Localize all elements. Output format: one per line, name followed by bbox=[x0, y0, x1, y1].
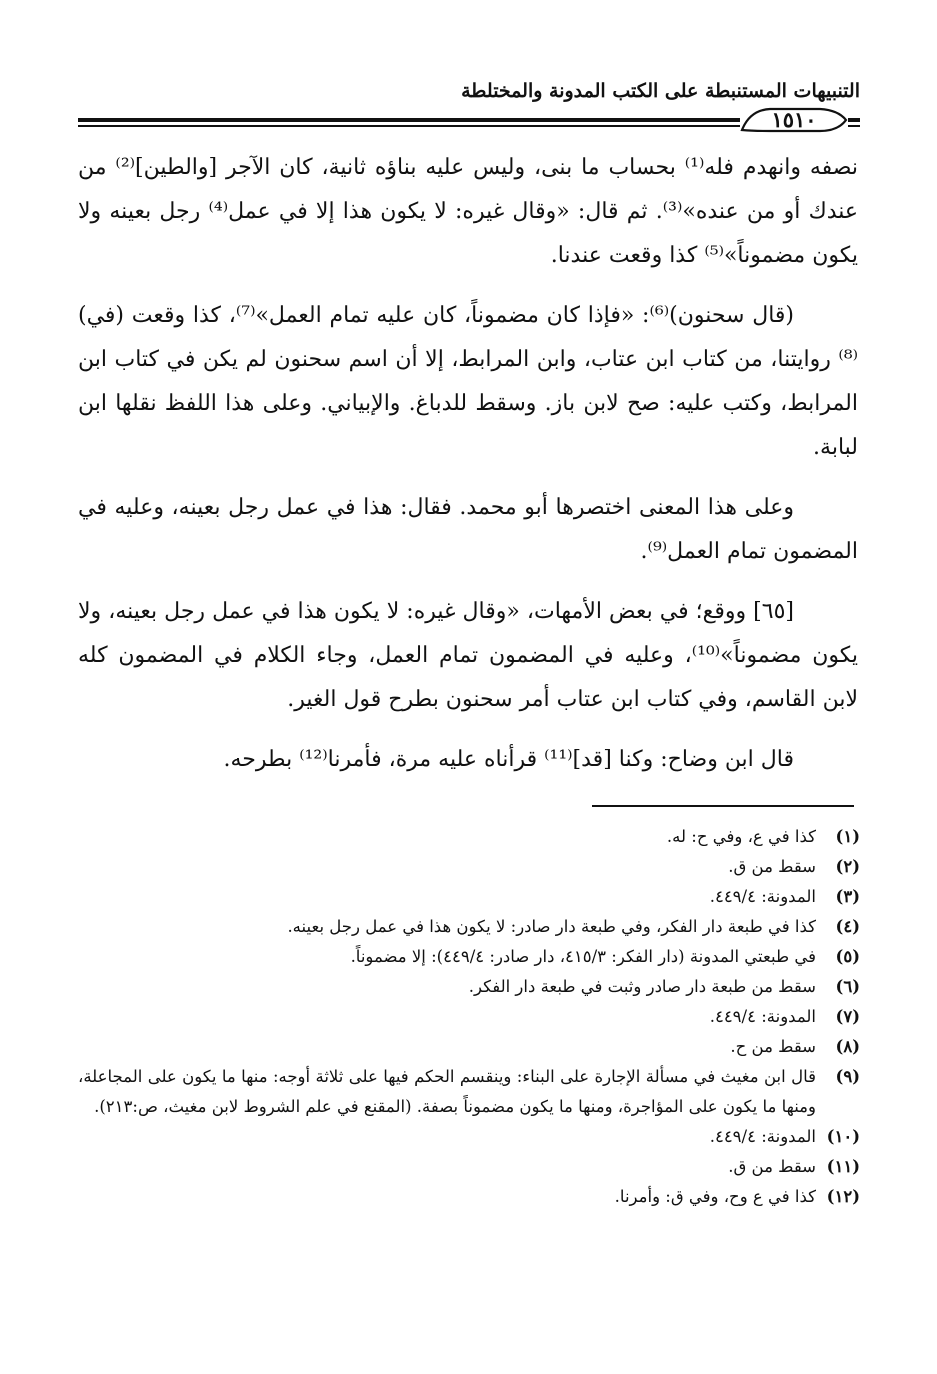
footnote bbox=[78, 822, 860, 852]
footnote-text: في طبعتي المدونة (دار الفكر: ٤١٥/٣، دار صادر: ٤٤٩/٤): إلا مضموناً. bbox=[350, 947, 816, 966]
footnote bbox=[78, 1032, 860, 1062]
paragraph-3: وعلى هذا المعنى اختصرها أبو محمد. فقال: هذا في عمل رجل بعينه، وعليه في المضمون تمام العمل⁽⁹⁾. bbox=[78, 495, 858, 564]
footnote-text: المدونة: ٤٤٩/٤. bbox=[709, 1127, 816, 1146]
footnote-number: (٣) bbox=[835, 887, 860, 906]
footnote-number: (٨) bbox=[835, 1037, 860, 1056]
paragraph-4: [٦٥] ووقع؛ في بعض الأمهات، «وقال غيره: لا يكون هذا في عمل رجل بعينه، ولا يكون مضموناً»⁽¹⁰⁾، وعليه في المضمون تمام العمل، وجاء الكلام في المضمون كله لابن القاسم، وفي كتاب ابن عتاب أمر سحنون بطرح قول الغير. bbox=[78, 599, 858, 712]
paragraph-2: (قال سحنون)⁽⁶⁾: «فإذا كان مضموناً، كان عليه تمام العمل»⁽⁷⁾، كذا وقعت (في)⁽⁸⁾ روايتنا، من كتاب ابن عتاب، وابن المرابط، إلا أن اسم سحنون لم يكن في كتاب ابن المرابط، وكتب عليه: صح لابن باز. وسقط للدباغ. والإبياني. وعلى هذا اللفظ نقلها ابن لبابة. bbox=[78, 303, 858, 460]
footnote-number: (٩) bbox=[835, 1067, 860, 1086]
footnote-number: (٦) bbox=[835, 977, 860, 996]
footnote-number: (٥) bbox=[835, 947, 860, 966]
footnote-number: (١٢) bbox=[826, 1187, 860, 1206]
footnote-text: سقط من ق. bbox=[728, 857, 816, 876]
footnote-separator bbox=[592, 805, 854, 807]
footnote bbox=[78, 1152, 860, 1182]
footnote bbox=[78, 942, 860, 972]
paragraph-5: قال ابن وضاح: وكنا [قد]⁽¹¹⁾ قرأناه عليه مرة، فأمرنا⁽¹²⁾ بطرحه. bbox=[223, 747, 794, 772]
footnote-number: (١) bbox=[835, 827, 860, 846]
page-number: ١٥١٠ bbox=[771, 107, 817, 132]
footnote-text: كذا في ع وح، وفي ق: وأمرنا. bbox=[614, 1187, 816, 1206]
main-text bbox=[78, 146, 858, 798]
footnote-number: (١١) bbox=[826, 1157, 860, 1176]
footnote bbox=[78, 1122, 860, 1152]
footnote-number: (٧) bbox=[835, 1007, 860, 1026]
footnotes bbox=[78, 822, 860, 1212]
page-header bbox=[78, 78, 860, 138]
footnote bbox=[78, 912, 860, 942]
page-number-badge bbox=[740, 104, 848, 136]
footnote-text: قال ابن مغيث في مسألة الإجارة على البناء: وينقسم الحكم فيها على ثلاثة أوجه: منها ما يكون على المجاعلة، ومنها ما يكون على المؤاجرة، ومنها ما يكون مضموناً بصفة. (المقنع في علم الشروط لابن مغيث، ص:٢١٣). bbox=[78, 1067, 816, 1116]
footnote-text: سقط من طبعة دار صادر وثبت في طبعة دار الفكر. bbox=[468, 977, 816, 996]
footnote-text: المدونة: ٤٤٩/٤. bbox=[709, 1007, 816, 1026]
paragraph-1: نصفه وانهدم فله⁽¹⁾ بحساب ما بنى، وليس عليه بناؤه ثانية، كان الآجر [والطين]⁽²⁾ من عندك أو من عنده»⁽³⁾. ثم قال: «وقال غيره: لا يكون هذا إلا في عمل⁽⁴⁾ رجل بعينه ولا يكون مضموناً»⁽⁵⁾ كذا وقعت عندنا. bbox=[78, 155, 859, 268]
footnote-text: سقط من ق. bbox=[728, 1157, 816, 1176]
footnote bbox=[78, 882, 860, 912]
footnote-text: كذا في طبعة دار الفكر، وفي طبعة دار صادر: لا يكون هذا في عمل رجل بعينه. bbox=[287, 917, 816, 936]
footnote-text: سقط من ح. bbox=[730, 1037, 816, 1056]
footnote bbox=[78, 972, 860, 1002]
footnote bbox=[78, 1062, 860, 1122]
footnote bbox=[78, 852, 860, 882]
footnote bbox=[78, 1002, 860, 1032]
footnote-number: (٢) bbox=[835, 857, 860, 876]
footnote-number: (٤) bbox=[835, 917, 860, 936]
footnote bbox=[78, 1182, 860, 1212]
footnote-number: (١٠) bbox=[826, 1127, 860, 1146]
footnote-text: المدونة: ٤٤٩/٤. bbox=[709, 887, 816, 906]
running-title: التنبيهات المستنبطة على الكتب المدونة والمختلطة bbox=[461, 80, 860, 102]
footnote-text: كذا في ع، وفي ح: له. bbox=[666, 827, 816, 846]
